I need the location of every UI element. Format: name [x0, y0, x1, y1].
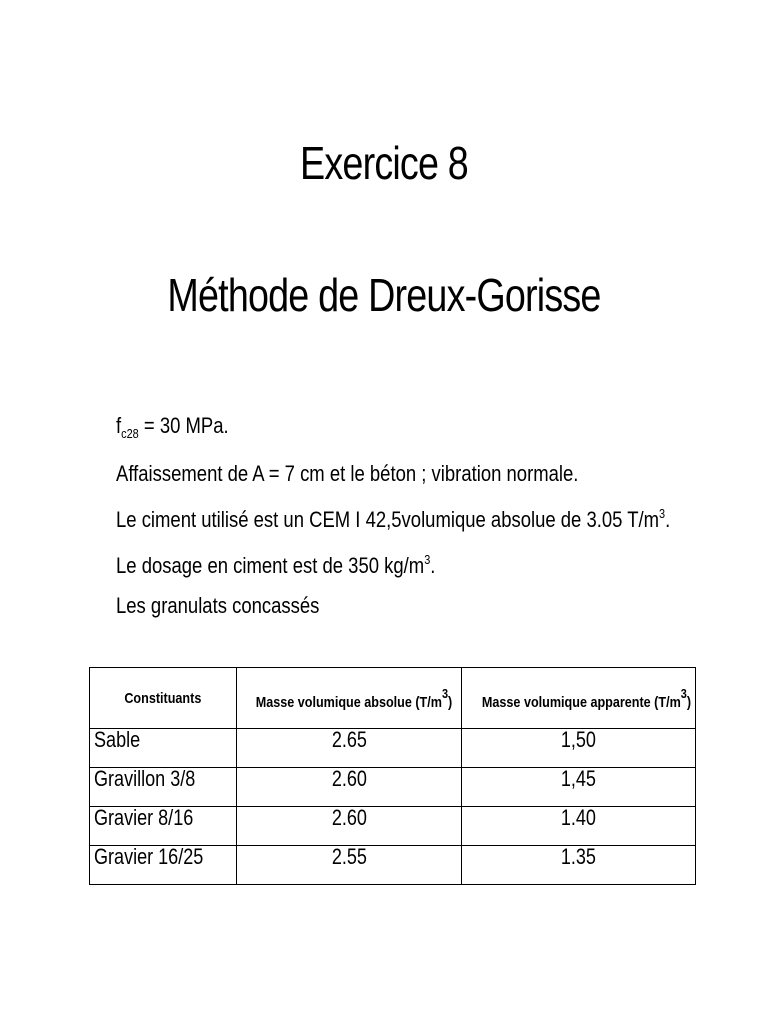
table-row — [90, 807, 696, 846]
header-constituants: Constituants — [90, 668, 237, 729]
cement-line — [116, 494, 671, 540]
dosage-end: . — [430, 553, 436, 578]
dosage-line — [116, 540, 637, 586]
fc-subscript: c28 — [121, 426, 139, 441]
materials-table — [89, 667, 696, 885]
table-row — [90, 768, 696, 807]
row-absolue: 2.60 — [237, 807, 462, 846]
row-absolue: 2.65 — [237, 729, 462, 768]
row-absolue: 2.55 — [237, 846, 462, 885]
slump-line: Affaissement de A = 7 cm et le béton ; vibration normale. — [116, 461, 579, 486]
row-apparente: 1.40 — [462, 807, 696, 846]
row-name: Gravillon 3/8 — [90, 768, 237, 807]
exercise-statement — [116, 406, 671, 626]
aggregates-line: Les granulats concassés — [116, 593, 320, 618]
row-apparente: 1,45 — [462, 768, 696, 807]
strength-line — [116, 406, 637, 454]
row-absolue: 2.60 — [237, 768, 462, 807]
table-header-row — [90, 668, 696, 729]
dosage-text: Le dosage en ciment est de 350 kg/m — [116, 553, 425, 578]
page-subtitle: Méthode de Dreux-Gorisse — [167, 269, 601, 321]
row-name: Gravier 8/16 — [90, 807, 237, 846]
table-row — [90, 846, 696, 885]
cement-end: . — [665, 507, 671, 532]
cement-text: Le ciment utilisé est un CEM I 42,5volumique absolue de 3.05 T/m — [116, 507, 660, 532]
page-title: Exercice 8 — [300, 137, 468, 189]
fc-value: = 30 MPa. — [138, 413, 229, 438]
fc-symbol: f — [116, 413, 122, 438]
row-name: Sable — [90, 729, 237, 768]
table-row — [90, 729, 696, 768]
row-name: Gravier 16/25 — [90, 846, 237, 885]
row-apparente: 1,50 — [462, 729, 696, 768]
dosage-exponent: 3 — [424, 552, 431, 567]
cement-exponent: 3 — [659, 506, 666, 521]
header-masse-absolue: Masse volumique absolue $(T/m^3)$ — [237, 668, 462, 729]
row-apparente: 1.35 — [462, 846, 696, 885]
header-masse-apparente: Masse volumique apparente $(T/m^3)$ — [462, 668, 696, 729]
